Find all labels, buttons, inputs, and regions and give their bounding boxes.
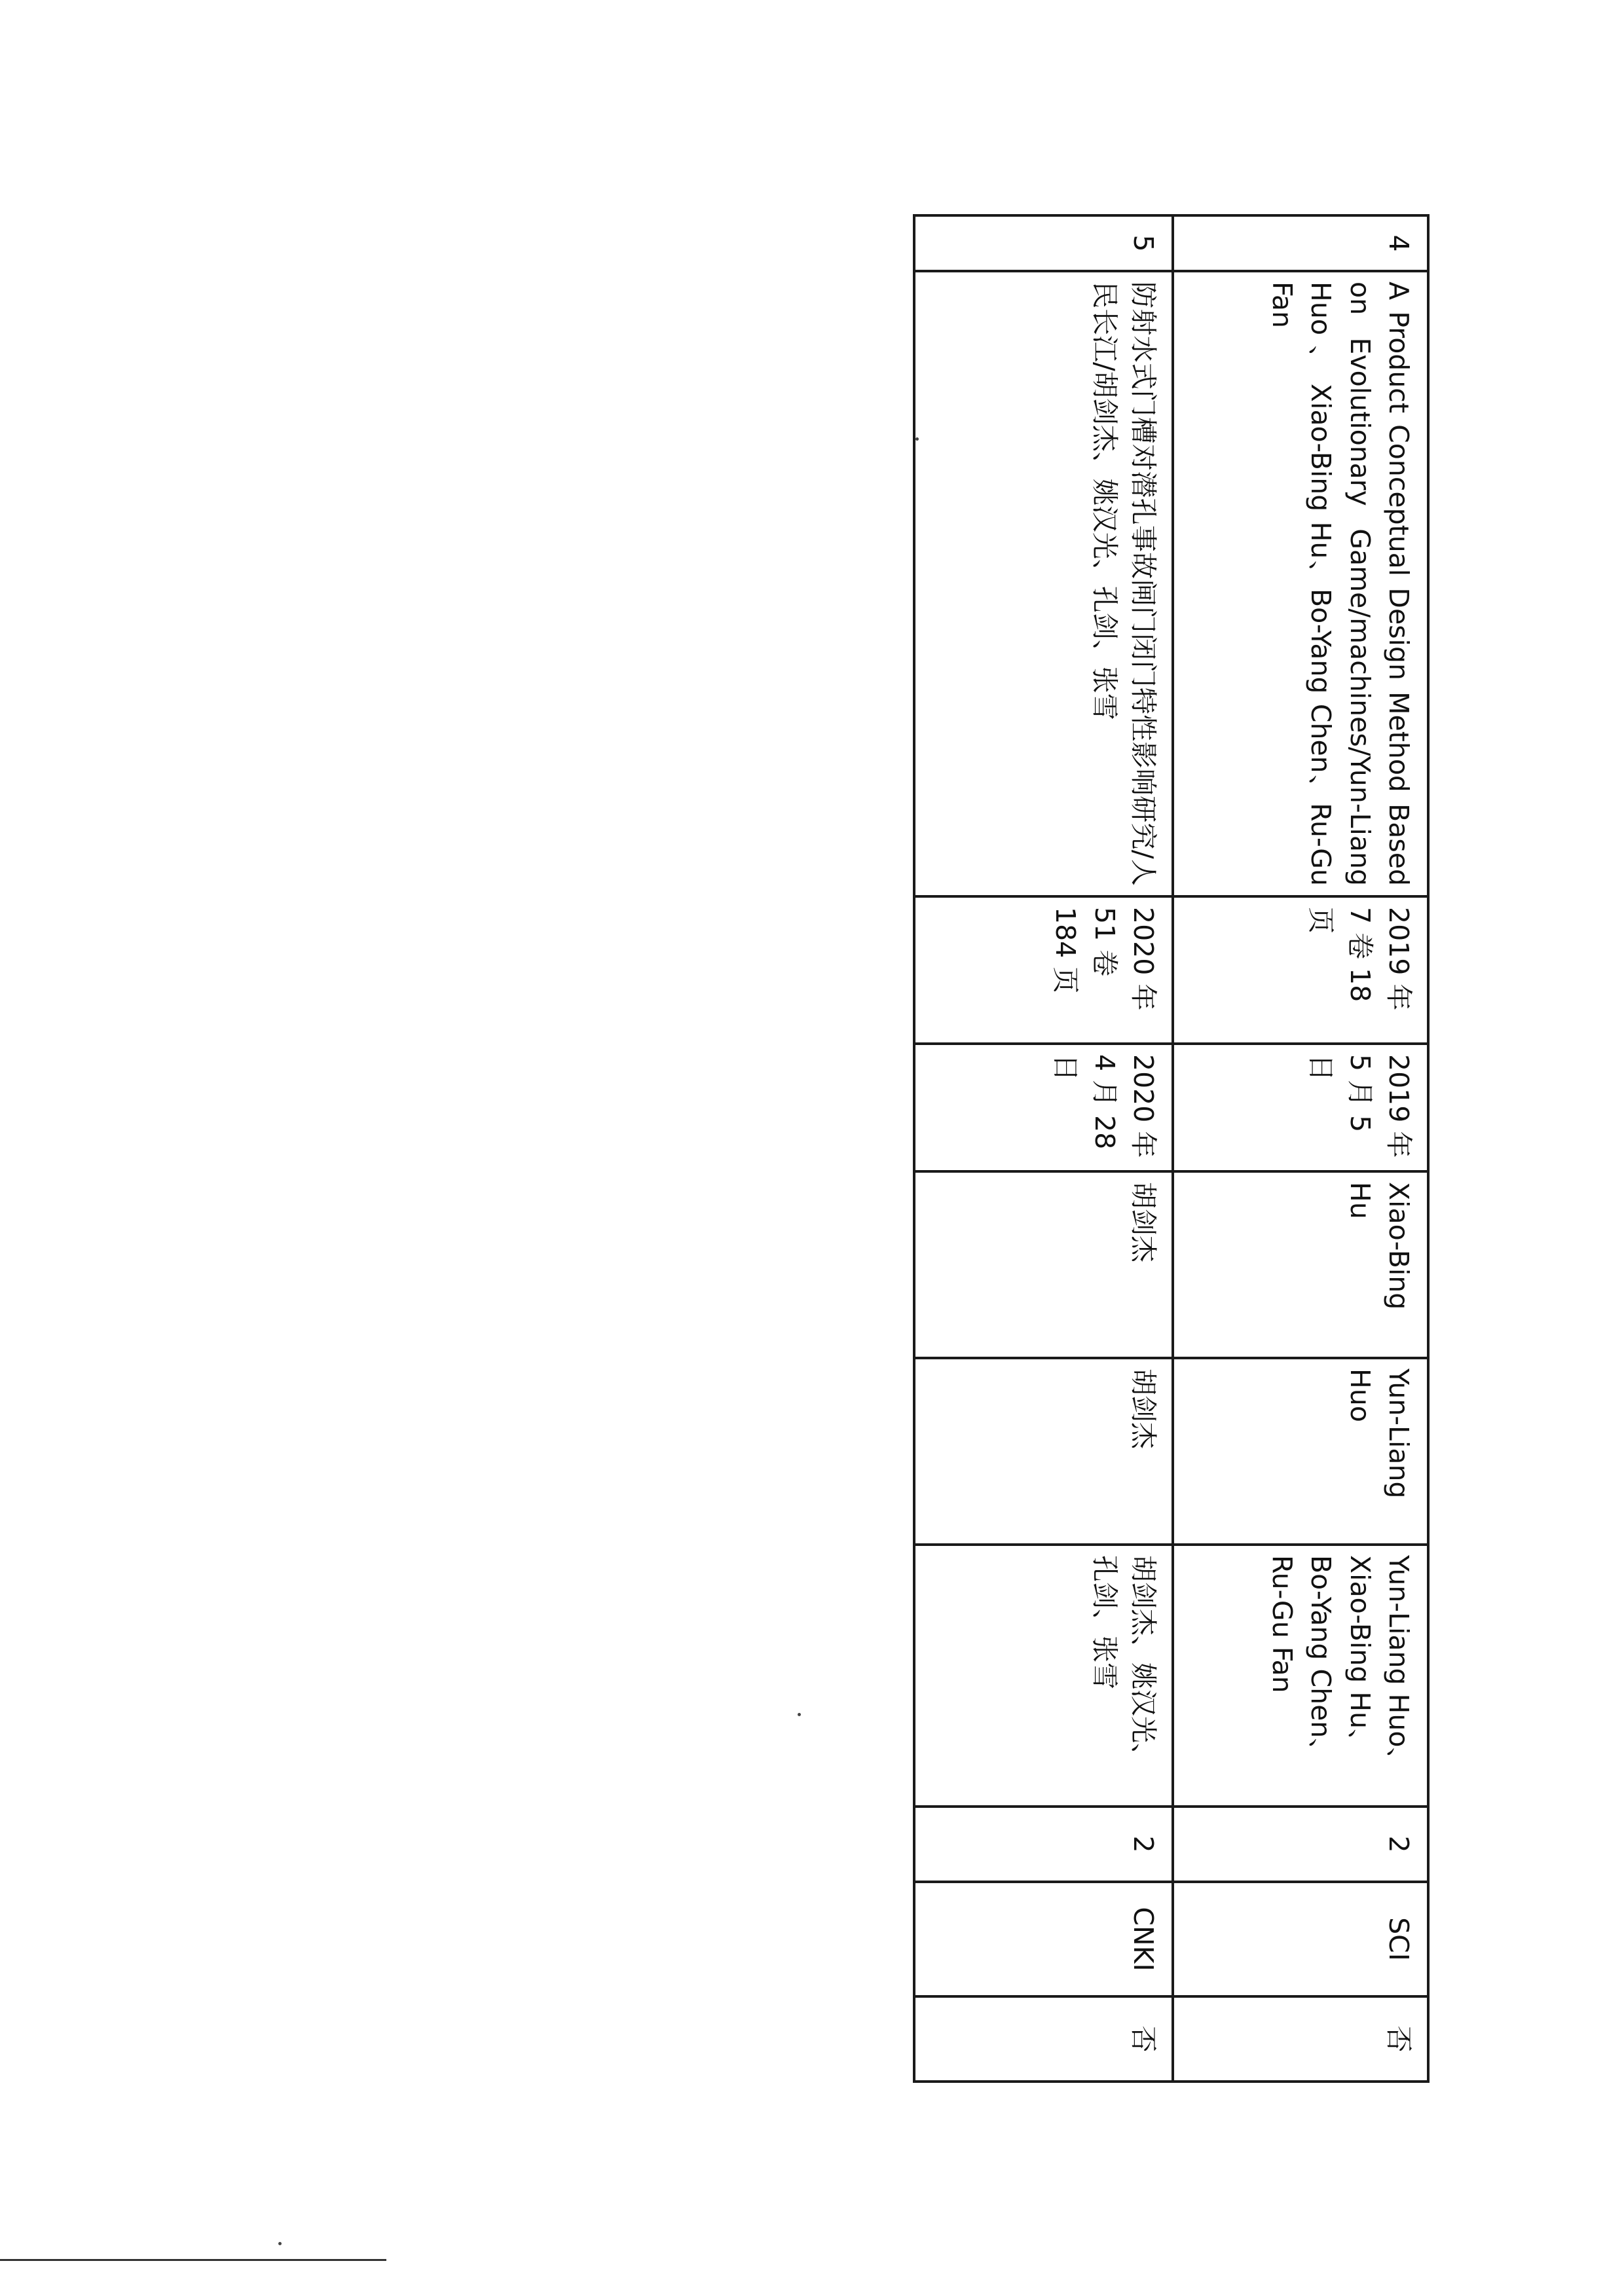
publication-table (913, 214, 1430, 2083)
scan-edge-line (0, 2259, 386, 2261)
yes-no-flag: 否 (914, 1996, 1173, 2082)
row-number: 5 (914, 215, 1173, 271)
paper-title-journal-authors: A Product Conceptual Design Method Based on Evolutionary Game/machines/Yun-Liang Huo 、 Xiao-Bing Hu、Bo-Yang Chen、Ru-Gu Fan (1173, 271, 1428, 896)
scan-speck (798, 1713, 801, 1716)
all-authors: 胡剑杰、姚汉光、孔剑、张雪 (914, 1545, 1173, 1807)
author-rank: 2 (1173, 1807, 1428, 1882)
table-row (914, 215, 1173, 2082)
publication-date: 2020 年 4 月 28 日 (914, 1044, 1173, 1171)
corresponding-author: 胡剑杰 (914, 1358, 1173, 1545)
index-database: SCI (1173, 1882, 1428, 1996)
first-author: Xiao-Bing Hu (1173, 1171, 1428, 1358)
volume-pages: 2019 年 7 卷 18 页 (1173, 896, 1428, 1044)
volume-pages: 2020 年 51 卷 184 页 (914, 896, 1173, 1044)
row-number: 4 (1173, 215, 1428, 271)
first-author: 胡剑杰 (914, 1171, 1173, 1358)
rotated-table-container (915, 214, 1430, 2080)
paper-title-journal-authors: 防射水式门槽对潜孔事故闸门闭门特性影响研究/人民长江/胡剑杰、姚汉光、孔剑、张雪 (914, 271, 1173, 896)
all-authors: Yun-Liang Huo、Xiao-Bing Hu、Bo-Yang Chen、Ru-Gu Fan (1173, 1545, 1428, 1807)
author-rank: 2 (914, 1807, 1173, 1882)
corresponding-author: Yun-Liang Huo (1173, 1358, 1428, 1545)
scan-speck (915, 437, 919, 441)
scan-speck (278, 2242, 282, 2245)
publication-date: 2019 年 5 月 5 日 (1173, 1044, 1428, 1171)
table-row (1173, 215, 1428, 2082)
index-database: CNKI (914, 1882, 1173, 1996)
yes-no-flag: 否 (1173, 1996, 1428, 2082)
